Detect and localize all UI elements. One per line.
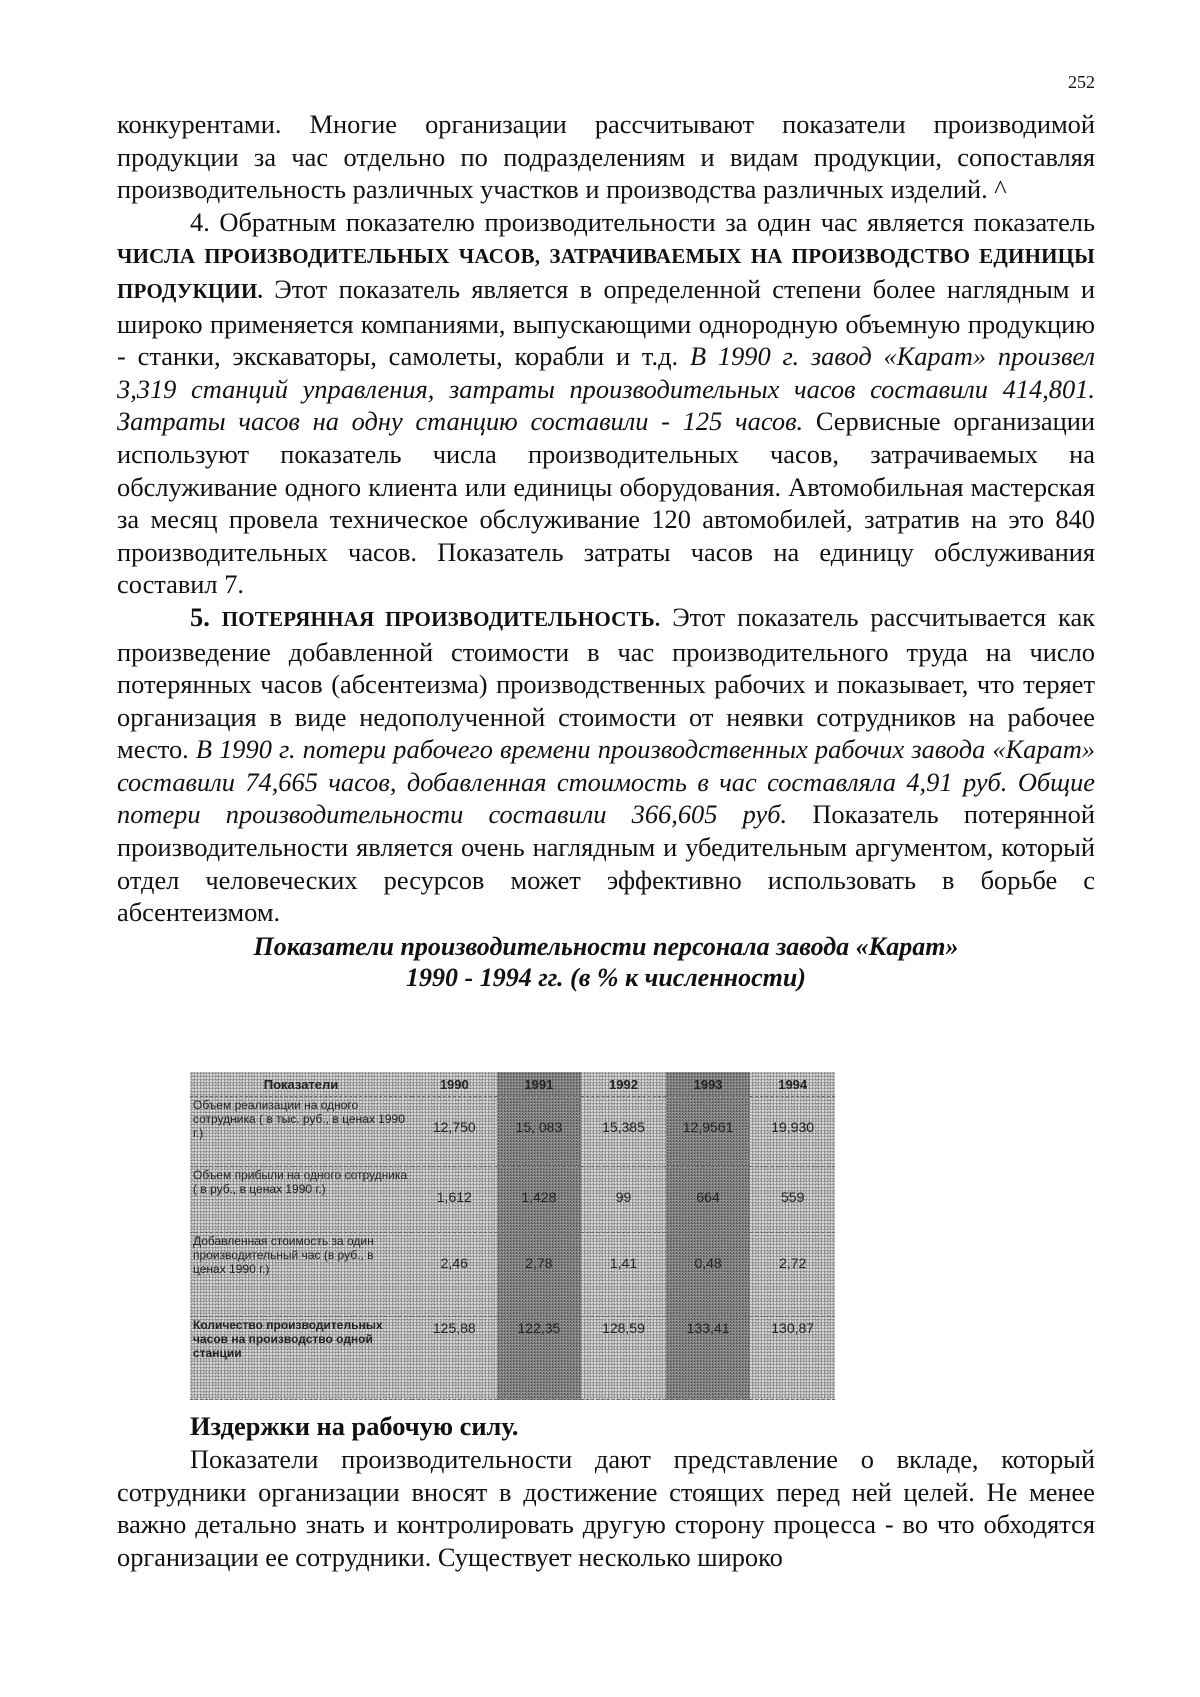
row-label: Объем прибыли на одного сотрудника ( в руб., в ценах 1990 г.) xyxy=(190,1167,412,1233)
header-cell: 1991 xyxy=(497,1072,582,1097)
table-cell: 664 xyxy=(666,1167,751,1233)
table-cell: 15,385 xyxy=(581,1097,666,1167)
table-cell: 130,87 xyxy=(750,1317,835,1400)
table-cell: 99 xyxy=(581,1167,666,1233)
text-block-bottom xyxy=(117,1406,1095,1573)
table-row xyxy=(190,1317,835,1400)
text-block-top xyxy=(117,108,1095,993)
paragraph-continuation: конкурентами. Многие организации рассчитывают показатели производимой продукции за час отдельно по подразделениям и видам продукции, сопоставляя производительность различных участков и производства различных изделий. ^ xyxy=(117,109,1095,205)
table-cell: 2,46 xyxy=(412,1233,497,1317)
table-row xyxy=(190,1167,835,1233)
row-label: Объем реализации на одного сотрудника ( в тыс. руб., в ценах 1990 г.) xyxy=(190,1097,412,1167)
header-cell: Показатели xyxy=(190,1072,412,1097)
table-cell: 19,930 xyxy=(750,1097,835,1167)
table-cell: 122,35 xyxy=(497,1317,582,1400)
p3-example: В 1990 г. потери рабочего времени производственных рабочих завода «Карат» составили 74,665 часов, добавленная стоимость в час составляла 4,91 руб. Общие потери производительности составили 366,605 руб. xyxy=(117,734,1095,830)
header-cell: 1993 xyxy=(666,1072,751,1097)
productivity-table xyxy=(190,1072,835,1400)
paragraph-item-4 xyxy=(117,206,1095,601)
p3-term: ПОТЕРЯННАЯ ПРОИЗВОДИТЕЛЬНОСТЬ. xyxy=(221,606,661,631)
table-header-row xyxy=(190,1072,835,1097)
section-heading: Издержки на рабочую силу. xyxy=(190,1411,519,1441)
p3-text-b: Показатель потерянной производительности является очень наглядным и убедительным аргументом, который отдел человеческих ресурсов может эффективно использовать в борьбе с абсентеизмом. xyxy=(117,799,1095,928)
header-cell: 1990 xyxy=(412,1072,497,1097)
table-cell: 12,750 xyxy=(412,1097,497,1167)
table-caption-line1: Показатели производительности персонала завода «Карат» xyxy=(253,931,959,961)
table-cell: 2,72 xyxy=(750,1233,835,1317)
paragraph-labor-costs: Показатели производительности дают представление о вкладе, который сотрудники организации вносят в достижение стоящих перед ней целей. Не менее важно детально знать и контролировать другую сторону процесса - во что обходятся организации ее сотрудники. Существует несколько широко xyxy=(117,1444,1095,1572)
table-cell: 1,612 xyxy=(412,1167,497,1233)
table-cell: 2,78 xyxy=(497,1233,582,1317)
header-cell: 1992 xyxy=(581,1072,666,1097)
paragraph-item-5 xyxy=(117,601,1095,929)
table-row xyxy=(190,1097,835,1167)
page-number: 252 xyxy=(1068,72,1095,92)
scanned-table-image xyxy=(190,1072,835,1400)
table-row xyxy=(190,1233,835,1317)
table-cell: 133,41 xyxy=(666,1317,751,1400)
table-cell: 15, 083 xyxy=(497,1097,582,1167)
table-cell: 1,41 xyxy=(581,1233,666,1317)
header-cell: 1994 xyxy=(750,1072,835,1097)
p2-text-a: 4. Обратным показателю производительности за один час является показатель xyxy=(190,206,1095,237)
table-cell: 125,88 xyxy=(412,1317,497,1400)
table-cell: 12,9561 xyxy=(666,1097,751,1167)
p2-text-c: Сервисные организации используют показатель числа производительных часов, затрачиваемых на обслуживание одного клиента или единицы оборудования. Автомобильная мастерская за месяц провела техническое обслуживание 120 автомобилей, затратив на это 840 производительных часов. Показатель затраты часов на единицу обслуживания составил 7. xyxy=(117,406,1095,600)
row-label: Количество производительных часов на производство одной станции xyxy=(190,1317,412,1400)
p3-number: 5. xyxy=(190,601,222,632)
table-cell: 0,48 xyxy=(666,1233,751,1317)
table-cell: 559 xyxy=(750,1167,835,1233)
p2-example: В 1990 г. завод «Карат» произвел 3,319 станций управления, затраты производительных часов составили 414,801. Затраты часов на одну станцию составили - 125 часов. xyxy=(117,341,1095,437)
table-cell: 128,59 xyxy=(581,1317,666,1400)
p2-text-b: Этот показатель является в определенной степени более наглядным и широко применяется компаниями, выпускающими однородную объемную продукцию - станки, экскаваторы, самолеты, корабли и т.д. xyxy=(117,273,1095,372)
row-label: Добавленная стоимость за один производительный час (в руб., в ценах 1990 г.) xyxy=(190,1233,412,1317)
table-cell: 1,428 xyxy=(497,1167,582,1233)
p3-text-a: Этот показатель рассчитывается как произведение добавленной стоимости в час производительного труда на число потерянных часов (абсентеизма) производственных рабочих и показывает, что теряет организация в виде недополученной стоимости от неявки сотрудников на рабочее место. xyxy=(117,601,1095,765)
p2-term: ЧИСЛА ПРОИЗВОДИТЕЛЬНЫХ ЧАСОВ, ЗАТРАЧИВАЕМЫХ НА ПРОИЗВОДСТВО ЕДИНИЦЫ ПРОДУКЦИИ. xyxy=(117,244,1095,303)
table-caption-line2: 1990 - 1994 гг. (в % к численности) xyxy=(406,962,806,992)
